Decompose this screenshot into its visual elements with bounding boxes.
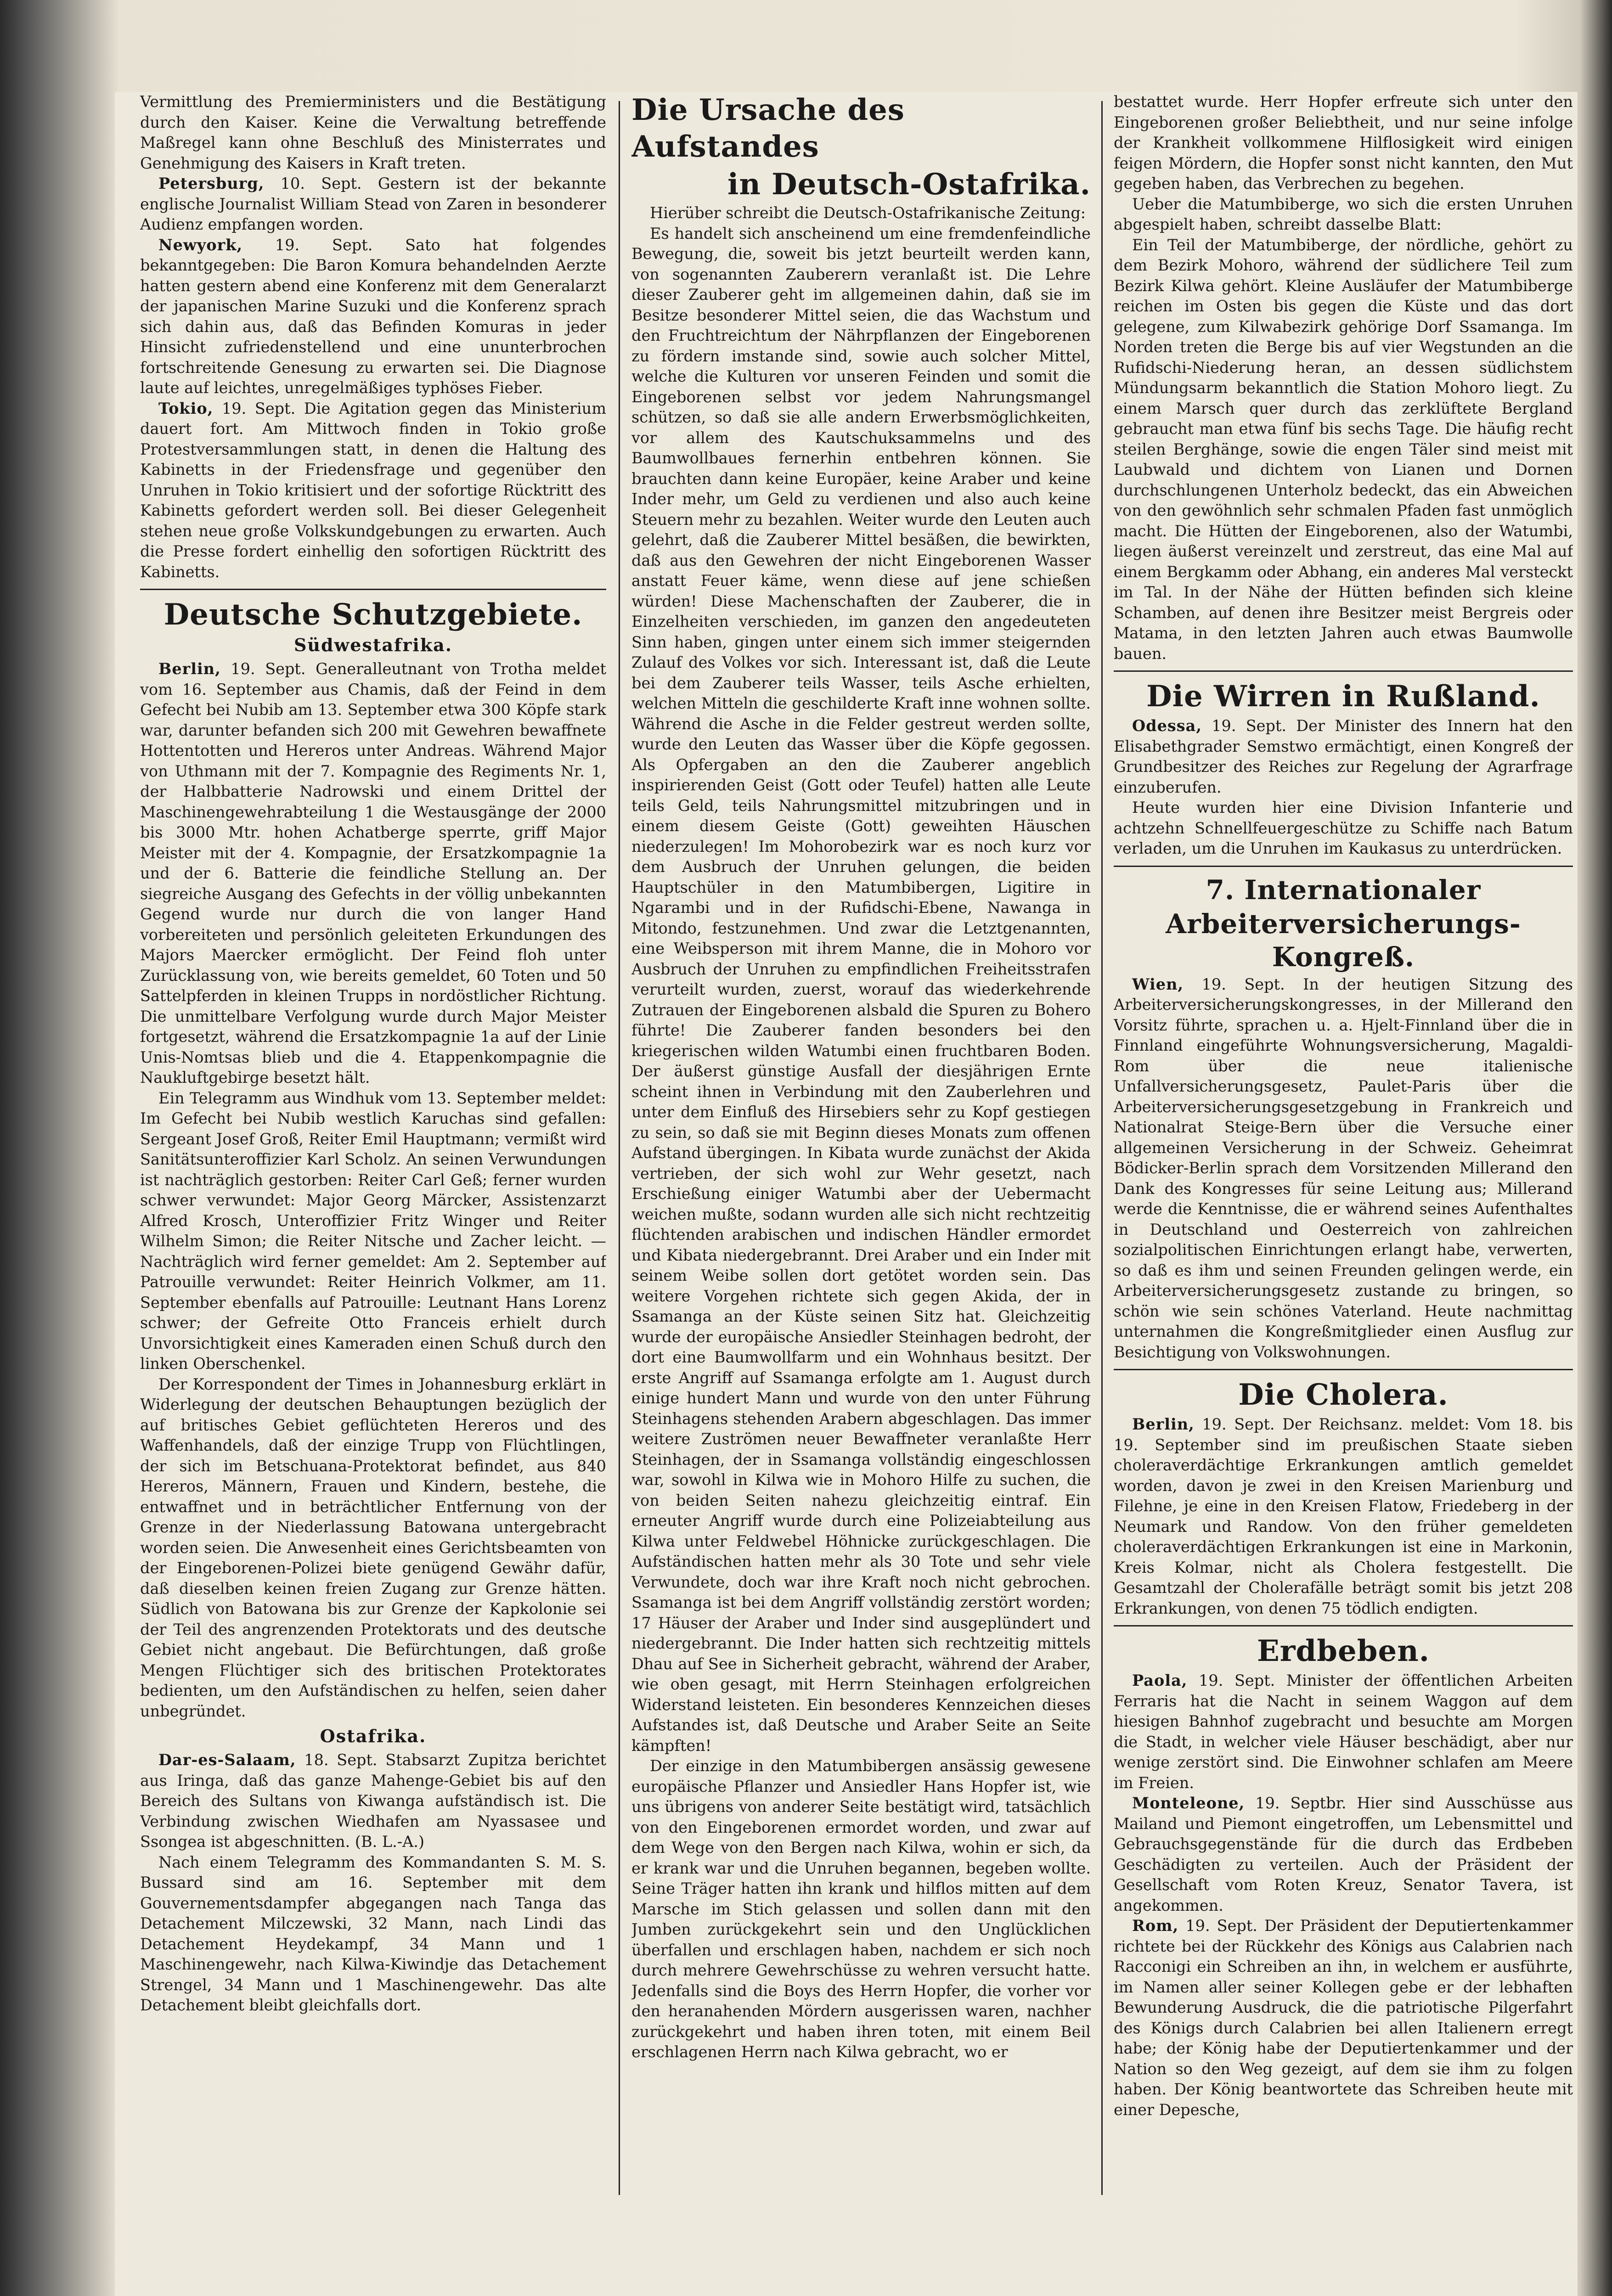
dateline: Odessa, — [1132, 717, 1202, 735]
dispatch-berlin — [1114, 1414, 1573, 1619]
section-heading-line2: Arbeiterversicherungs-Kongreß. — [1166, 908, 1521, 973]
section-heading: Deutsche Schutzgebiete. — [163, 597, 583, 632]
section-divider — [140, 589, 606, 590]
section-divider — [1114, 670, 1573, 672]
article-intro: Hierüber schreibt die Deutsch-Ostafrikanische Zeitung: — [650, 204, 1086, 222]
dateline: Berlin, — [1132, 1415, 1195, 1433]
dispatch-petersburg — [140, 174, 606, 235]
dispatch-text: 10. Sept. Gestern ist der bekannte englische Journalist William Stead von Zaren in besonderer Audienz empfangen worden. — [140, 174, 606, 233]
section-heading: Erdbeben. — [1257, 1634, 1430, 1668]
article-continuation: bestattet wurde. Herr Hopfer erfreute sich unter den Eingeborenen großer Beliebtheit, und nur seine infolge der Krankheit vollkommene Hilflosigkeit wird einigen feigen Mördern, die Hopfer sonst nicht kannten, den Mut gegeben haben, das Verbrechen zu begehen. — [1114, 93, 1573, 192]
dispatch-text: 19. Sept. Minister der öffentlichen Arbeiten Ferraris hat die Nacht in seinem Waggon auf dem hiesigen Bahnhof zugebracht und besuchte am Morgen die Stadt, in welcher viele Häuser beschädigt, aber nur wenige zerstört sind. Die Einwohner schlafen am Meere im Freien. — [1114, 1671, 1573, 1792]
dispatch-text: 19. Sept. Der Reichsanz. meldet: Vom 18. bis 19. September sind im preußischen Staate sieben choleraverdächtige Erkrankungen amtlich gemeldet worden, davon je zwei in den Kreisen Marienburg und Filehne, je eine in den Kreisen Flatow, Friedeberg in der Neumark und Randow. Von den früher gemeldeten choleraverdächtigen Erkrankungen ist eine in Markonin, Kreis Kolmar, nicht als Cholera festgestellt. Die Gesamtzahl der Cholerafälle beträgt somit bis jetzt 208 Erkrankungen, von denen 75 tödlich endigten. — [1114, 1415, 1573, 1617]
dispatch-text: 19. Sept. Generalleutnant von Trotha meldet vom 16. September aus Chamis, daß der Feind in dem Gefecht bei Nubib am 13. September etwa 300 Köpfe stark war, darunter befanden sich 200 mit Gewehren bewaffnete Hottentotten und Hereros unter Andreas. Während Major von Uthmann mit der 7. Kompagnie des Regiments Nr. 1, der Halbbatterie Nadrowski und einem Drittel der Maschinengewehrabteilung 1 die Westausgänge der 2000 bis 3000 Mtr. hohen Achatberge sperrte, griff Major Meister mit der 4. Kompagnie, der Ersatzkompagnie 1a und der 6. Batterie die feindliche Stellung an. Der siegreiche Ausgang des Gefechts in der völlig unbekannten Gegend wurde nur durch die von langer Hand vorbereiteten und persönlich geleiteten Erkundungen des Majors Maercker ermöglicht. Der Feind floh unter Zurücklassung von, wie bereits gemeldet, 60 Toten und 50 Sattelpferden in kleinen Trupps in nordöstlicher Richtung. Die unmittelbare Verfolgung wurde durch Major Meister fortgesetzt, während die Ersatzkompagnie 1a auf der Linie Unis-Nomtsas blieb und die 4. Etappenkompagnie die Naukluftgebirge besetzt hält. — [140, 660, 606, 1086]
subsection-heading: Südwestafrika. — [293, 635, 453, 655]
dispatch-rom — [1114, 1916, 1573, 2120]
dispatch-berlin — [140, 659, 606, 1088]
dateline: Dar-es-Salaam, — [158, 1751, 296, 1769]
column-rule — [1101, 101, 1103, 2195]
dateline: Monteleone, — [1132, 1794, 1245, 1812]
paragraph: Ein Teil der Matumbiberge, der nördliche, gehört zu dem Bezirk Mohoro, während der südlichere Teil zum Bezirk Kilwa gehört. Kleine Ausläufer der Matumbiberge reichen im Osten bis gegen die Küste und das dort gelegene, zum Kilwabezirk gehörige Dorf Ssamanga. Im Norden treten die Berge bis auf vier Wegstunden an die Rufidschi-Niederung heran, an dessen südlichstem Mündungsarm bekanntlich die Station Mohoro liegt. Zu einem Marsch quer durch das zerklüftete Bergland gebraucht man etwa fünf bis sechs Tage. Die häufig recht steilen Berghänge, sowie die engen Täler sind meist mit Laubwald und dichtem von Lianen und Dornen durchschlungenen Unterholz bedeckt, das ein Abweichen von den gewöhnlich sehr schmalen Pfaden fast unmöglich macht. Die Hütten der Eingeborenen, also der Watumbi, liegen äußerst vereinzelt und zerstreut, das eine Mal auf einem Bergkamm oder Abhang, ein anderes Mal versteckt im Tal. In der Nähe der Hütten befinden sich kleine Schamben, auf denen ihre Besitzer meist Bergreis oder Matama, in den letzten Jahren auch etwas Baumwolle bauen. — [1114, 236, 1573, 663]
paragraph: Heute wurden hier eine Division Infanterie und achtzehn Schnellfeuergeschütze zu Schiffe nach Batum verladen, um die Unruhen im Kaukasus zu unterdrücken. — [1114, 799, 1573, 857]
section-heading-line1: 7. Internationaler — [1206, 874, 1481, 906]
dateline: Petersburg, — [158, 174, 265, 192]
dispatch-text: 19. Sept. Die Agitation gegen das Ministerium dauert fort. Am Mittwoch finden in Tokio große Protestversammlungen statt, in denen die Haltung des Kabinetts in der Friedensfrage und gegenüber den Unruhen in Tokio kritisiert und der sofortige Rücktritt des Kabinetts gefordert werden soll. Bei dieser Gelegenheit stehen neue große Volkskundgebungen zu erwarten. Auch die Presse fordert einhellig den sofortigen Rücktritt des Kabinetts. — [140, 399, 606, 581]
dispatch-text: 18. Sept. Stabsarzt Zupitza berichtet aus Iringa, daß das ganze Mahenge-Gebiet bis auf den Bereich des Sultans von Kiwanga aufständisch ist. Die Verbindung zwischen Wiedhafen am Nyassasee und Ssongea ist abgeschnitten. (B. L.-A.) — [140, 1751, 606, 1851]
dispatch-text: 19. Sept. Der Minister des Innern hat den Elisabethgrader Semstwo ermächtigt, einen Kongreß der Grundbesitzer des Reiches zur Regelung der Agrarfrage einzuberufen. — [1114, 717, 1573, 796]
section-divider — [1114, 1369, 1573, 1370]
dateline: Wien, — [1132, 975, 1184, 993]
newspaper-page — [115, 92, 1578, 2296]
paragraph: Der einzige in den Matumbibergen ansässig gewesene europäische Pflanzer und Ansiedler Hans Hopfer ist, wie uns übrigens von anderer Seite bestätigt wird, tatsächlich von den Eingeborenen ermordet worden, und zwar auf dem Wege von den Bergen nach Kilwa, wohin er sich, da er krank war und die Unruhen begannen, begeben wollte. Seine Träger hatten ihn krank und hilflos mitten auf dem Marsche im Stich gelassen und sollen dann mit den Jumben zurückgekehrt sein und den Unglücklichen überfallen und erschlagen haben, nachdem er sich noch durch mehrere Gewehrschüsse zu wehren versucht hatte. Jedenfalls sind die Boys des Herrn Hopfer, die vorher vor den heranahenden Mördern ausgerissen waren, nachher zurückgekehrt und haben ihren toten, mit einem Beil erschlagenen Herrn nach Kilwa gebracht, wo er — [631, 1757, 1091, 2061]
paragraph: Ueber die Matumbiberge, wo sich die ersten Unruhen abgespielt haben, schreibt dasselbe Blatt: — [1114, 195, 1573, 233]
dateline: Rom, — [1132, 1917, 1179, 1935]
dispatch-text: 19. Septbr. Hier sind Ausschüsse aus Mailand und Piemont eingetroffen, um Lebensmittel und Gebrauchsgegenstände für die durch das Erdbeben Geschädigten zu verteilen. Auch der Präsident der Gesellschaft vom Roten Kreuz, Senator Tavera, ist angekommen. — [1114, 1794, 1573, 1914]
article-heading-line1: Die Ursache des Aufstandes — [631, 93, 905, 164]
dispatch-wien — [1114, 974, 1573, 1363]
column-middle — [631, 92, 1091, 2186]
column-right — [1114, 92, 1573, 2186]
column-left — [140, 92, 606, 2200]
paragraph: Der Korrespondent der Times in Johannesburg erklärt in Widerlegung der deutschen Behauptungen bezüglich der auf britisches Gebiet geflüchteten Hereros und des Waffenhandels, daß der einzige Trupp von Flüchtlingen, der sich im Betschuana-Protektorat befindet, aus 840 Hereros, Männern, Frauen und Kindern, bestehe, die entwaffnet und in beträchtlicher Entfernung von der Grenze in der Niederlassung Batowana untergebracht worden seien. Die Anwesenheit eines Gerichtsbeamten von der Eingeborenen-Polizei biete genügend Gewähr dafür, daß dieselben keinen freien Zugang zur Grenze hätten. Südlich von Batowana bis zur Grenze der Kapkolonie sei der Teil des angrenzenden Protektorats und des deutsche Gebiet nicht angebaut. Die Befürchtungen, daß große Mengen Flüchtiger sich des britischen Protektorates bedienten, um den Aufständischen zu helfen, seien daher unbegründet. — [140, 1375, 606, 1720]
dateline: Paola, — [1132, 1671, 1188, 1689]
paragraph: Ein Telegramm aus Windhuk vom 13. September meldet: Im Gefecht bei Nubib westlich Karuchas sind gefallen: Sergeant Josef Groß, Reiter Emil Hauptmann; vermißt wird Sanitätsunteroffizier Karl Scholz. An seinen Verwundungen ist nachträglich gestorben: Reiter Carl Geß; ferner wurden schwer verwundet: Major Georg Märcker, Assistenzarzt Alfred Krosch, Unteroffizier Fritz Winger und Reiter Wilhelm Simon; die Reiter Nitsche und Zacher leicht. — Nachträglich wird ferner gemeldet: Am 2. September auf Patrouille verwundet: Reiter Heinrich Volkmer, am 11. September ebenfalls auf Patrouille: Leutnant Hans Lorenz schwer; der Gefreite Otto Franceis erhielt durch Unvorsichtigkeit eines Kameraden einen Schuß durch den linken Oberschenkel. — [140, 1089, 606, 1373]
dateline: Berlin, — [158, 660, 221, 678]
dispatch-newyork — [140, 235, 606, 399]
article-continuation: Vermittlung des Premierministers und die Bestätigung durch den Kaiser. Keine die Verwaltung betreffende Maßregel kann ohne Beschluß des Ministerrates und Genehmigung des Kaisers in Kraft treten. — [140, 93, 606, 172]
dispatch-text: 19. Sept. Der Präsident der Deputiertenkammer richtete bei der Rückkehr des Königs aus Calabrien nach Racconigi ein Schreiben an ihn, in welchem er ausführte, im Namen aller seiner Kollegen gebe er der lebhaften Bewunderung Ausdruck, die die patriotische Pilgerfahrt des Königs durch Calabrien bei allen Italienern erregt habe; der König habe der Deputiertenkammer und der Nation so den Weg gezeigt, auf dem sie ihm zu folgen haben. Der König beantwortete das Schreiben heute mit einer Depesche, — [1114, 1917, 1573, 2119]
dispatch-daressalaam — [140, 1750, 606, 1852]
dispatch-text: 19. Sept. Sato hat folgendes bekanntgegeben: Die Baron Komura behandelnden Aerzte hatten gestern abend eine Konferenz mit dem Generalarzt der japanischen Marine Suzuki und die Konferenz sprach sich dahin aus, daß das Befinden Komuras in jeder Hinsicht zufriedenstellend und eine ununterbrochen fortschreitende Genesung zu erwarten sei. Die Diagnose laute auf leichtes, unregelmäßiges typhöses Fieber. — [140, 236, 606, 397]
subsection-heading: Ostafrika. — [320, 1726, 427, 1746]
article-heading-line2: in Deutsch-Ostafrika. — [727, 167, 1091, 202]
dispatch-tokio — [140, 399, 606, 583]
dispatch-monteleone — [1114, 1793, 1573, 1916]
section-heading: Die Wirren in Rußland. — [1146, 679, 1540, 714]
section-divider — [1114, 866, 1573, 867]
section-heading: Die Cholera. — [1238, 1378, 1449, 1412]
dateline: Newyork, — [158, 236, 243, 254]
dateline: Tokio, — [158, 399, 214, 417]
dispatch-text: 19. Sept. In der heutigen Sitzung des Arbeiterversicherungskongresses, in der Millerand den Vorsitz führte, sprachen u. a. Hjelt-Finnland über die in Finnland eingeführte Wohnungsversicherung, Magaldi-Rom über die neue italienische Unfallversicherungsgesetz, Paulet-Paris über die Arbeiterversicherungsgesetzgebung in Frankreich und Nationalrat Steige-Bern über die Versuche einer allgemeinen Versicherung in der Schweiz. Geheimrat Bödicker-Berlin sprach dem Vorsitzenden Millerand den Dank des Kongresses für seine Leitung aus; Millerand werde die Kenntnisse, die er während seines Aufenthaltes in Deutschland und Oesterreich von zahlreichen sozialpolitischen Einrichtungen erlangt habe, verwerten, so daß es ihm und seinen Freunden gelingen werde, ein Arbeiterversicherungsgesetz zustande zu bringen, so schön wie sein schönes Vaterland. Heute nachmittag unternahmen die Kongreßmitglieder einen Ausflug zur Besichtigung von Volkswohnungen. — [1114, 975, 1573, 1361]
dispatch-paola — [1114, 1671, 1573, 1793]
dispatch-odessa — [1114, 716, 1573, 798]
paragraph: Nach einem Telegramm des Kommandanten S. M. S. Bussard sind am 16. September mit dem Gouvernementsdampfer abgegangen nach Tanga das Detachement Milczewski, 32 Mann, nach Lindi das Detachement Heydekampf, 34 Mann und 1 Maschinengewehr, nach Kilwa-Kiwindje das Detachement Strengel, 34 Mann und 1 Maschinengewehr. Das alte Detachement bleibt gleichfalls dort. — [140, 1853, 606, 2014]
column-rule — [619, 101, 620, 2195]
paragraph: Es handelt sich anscheinend um eine fremdenfeindliche Bewegung, die, soweit bis jetzt beurteilt werden kann, von sogenannten Zauberern veranlaßt ist. Die Lehre dieser Zauberer geht im allgemeinen dahin, daß sie im Besitze besonderer Mittel seien, die das Wachstum und den Fruchtreichtum der Nährpflanzen der Eingeborenen zu fördern imstande sind, sowie auch solcher Mittel, welche die Kulturen vor unseren Feinden und somit die Eingeborenen selbst vor jedem Nahrungsmangel schützen, so daß sie alle andern Erwerbsmöglichkeiten, vor allem des Kautschuksammelns und des Baumwollbaues fernerhin entbehren können. Sie brauchten dann keine Europäer, keine Araber und keine Inder mehr, um Geld zu verdienen und also auch keine Steuern mehr zu bezahlen. Weiter wurde den Leuten auch gelehrt, daß die Zauberer Mittel besäßen, die bewirkten, daß aus den Gewehren der nicht Eingeborenen Wasser anstatt Feuer käme, wenn diese auf jene schießen würden! Diese Machenschaften der Zauberer, die in Einzelheiten verschieden, im ganzen den angedeuteten Sinn haben, gingen unter einem sich immer steigernden Zulauf des Volkes vor sich. Interessant ist, daß die Leute bei dem Zauberer teils Wasser, teils Asche erhielten, welchen Mitteln die geschilderte Kraft inne wohnen sollte. Während die Asche in die Felder gestreut werden sollte, wurde den Leuten das Wasser über die Köpfe gegossen. Als Opfergaben an den die Zauberer angeblich inspirierenden Geist (Gott oder Teufel) hatten alle Leute teils Geld, teils Nahrungsmittel mitzubringen und in einem diesem Geiste (Gott) geweihten Häuschen niederzulegen! Im Mohorobezirk war es noch kurz vor dem Ausbruch der Unruhen gelungen, die beiden Hauptschüler in den Matumbibergen, Ligitire in Ngarambi und in der Rufidschi-Ebene, Nawanga in Mitondo, festzunehmen. Und zwar die Letztgenannten, eine Weibsperson mit ihrem Manne, die in Mohoro vor Ausbruch der Unruhen zu empfindlichen Freiheitsstrafen verurteilt wurden, zuerst, worauf das wiederkehrende Zutrauen der Eingeborenen alsbald die Spuren zu Bohero führte! Die Zauberer fanden besonders bei den kriegerischen wilden Watumbi einen fruchtbaren Boden. Der äußerst günstige Ausfall der diesjährigen Ernte scheint ihnen in Verbindung mit den Zauberlehren und unter dem Einfluß des Hirsebiers sehr zu Kopf gestiegen zu sein, so daß sie mit Beginn dieses Monats zum offenen Aufstand übergingen. In Kibata wurde zunächst der Akida vertrieben, der sich wohl zur Wehr gesetzt, nach Erschießung einiger Watumbi aber der Uebermacht weichen mußte, sodann wurden alle sich nicht rechtzeitig flüchtenden arabischen und indischen Händler ermordet und Kibata niedergebrannt. Drei Araber und ein Inder mit seinem Weibe sollen dort getötet worden sein. Das weitere Vorgehen richtete sich gegen Akida, der in Ssamanga an der Küste seinen Sitz hat. Gleichzeitig wurde der europäische Ansiedler Steinhagen bedroht, der dort eine Baumwollfarm und ein Wohnhaus besitzt. Der erste Angriff auf Ssamanga erfolgte am 1. August durch einige hundert Mann und wurde von den unter Führung Steinhagens stehenden Arabern abgeschlagen. Das immer weitere Zuströmen neuer Bewaffneter veranlaßte Herr Steinhagen, der in Ssamanga vollständig eingeschlossen war, sowohl in Kilwa wie in Mohoro Hilfe zu suchen, die von beiden Seiten nahezu gleichzeitig eintraf. Ein erneuter Angriff wurde durch eine Polizeiabteilung aus Kilwa unter Feldwebel Höhnicke zurückgeschlagen. Die Aufständischen hatten mehr als 30 Tote und sehr viele Verwundete, doch war ihre Kraft noch nicht gebrochen. Ssamanga ist bei dem Angriff vollständig zerstört worden; 17 Häuser der Araber und Inder sind ausgeplündert und niedergebrannt. Die Inder hatten sich rechtzeitig mittels Dhau auf See in Sicherheit gebracht, während der Araber, wie oben gesagt, mit Herrn Steinhagen erfolgreichen Widerstand leisteten. Ein besonderes Kennzeichen dieses Aufstandes ist, daß Deutsche und Araber Seite an Seite kämpften! — [631, 224, 1091, 1755]
section-divider — [1114, 1625, 1573, 1626]
